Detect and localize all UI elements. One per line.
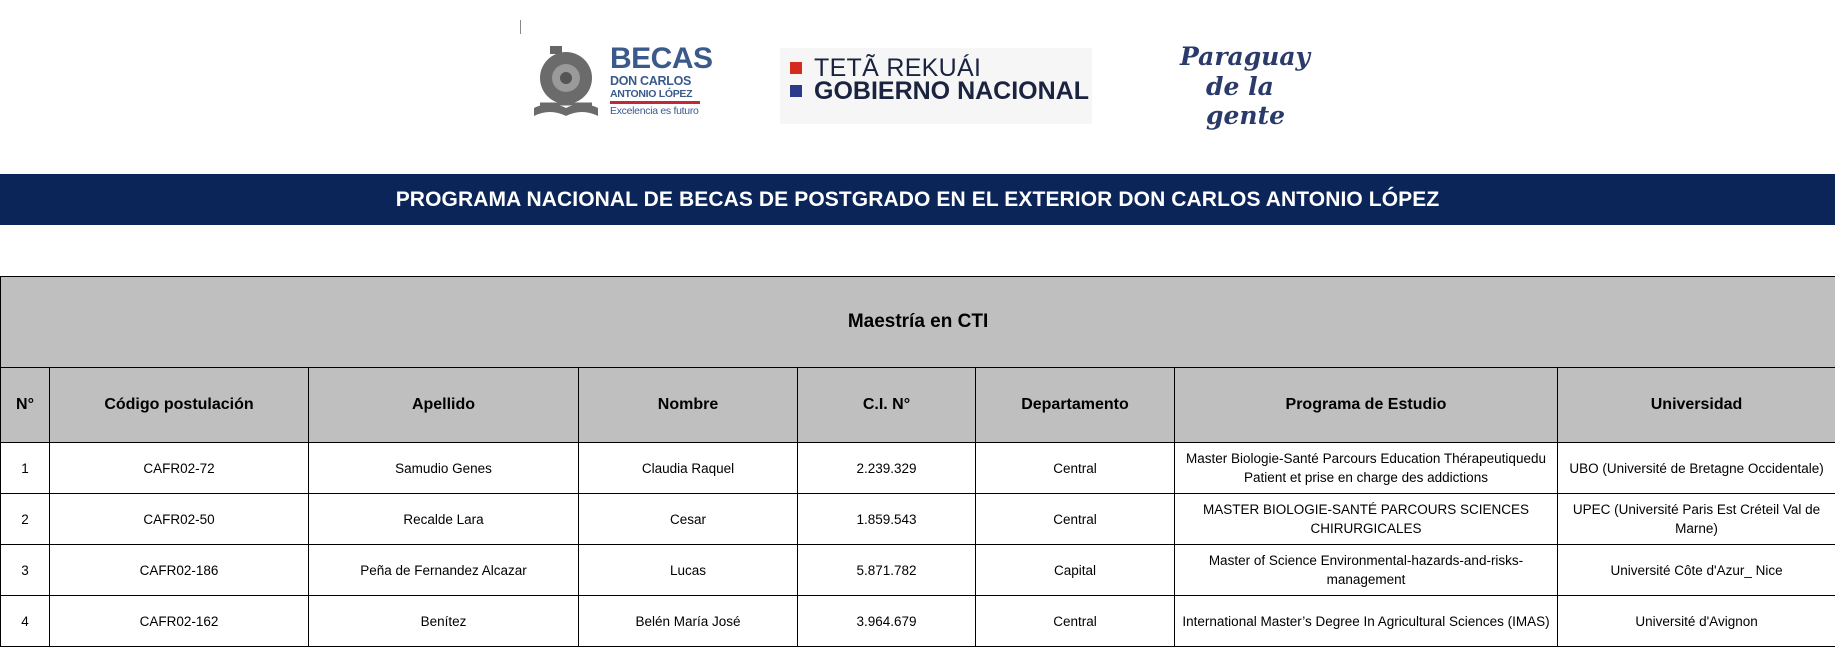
- table-cell: Central: [976, 443, 1175, 494]
- table-cell: Benítez: [309, 596, 579, 647]
- table-cell: CAFR02-72: [50, 443, 309, 494]
- table-cell: 2: [1, 494, 50, 545]
- becas-underline: [610, 101, 700, 104]
- table-cell: MASTER BIOLOGIE-SANTÉ PARCOURS SCIENCES CHIRURGICALES: [1175, 494, 1558, 545]
- logo-header: [0, 0, 1835, 174]
- table-cell: 4: [1, 596, 50, 647]
- column-header: Departamento: [976, 368, 1175, 443]
- table-cell: Université Côte d'Azur_ Nice: [1558, 545, 1835, 596]
- table-cell: Samudio Genes: [309, 443, 579, 494]
- table-row: [1, 494, 1835, 545]
- becas-tagline: Excelencia es futuro: [610, 105, 699, 117]
- table-cell: Peña de Fernandez Alcazar: [309, 545, 579, 596]
- table-cell: Central: [976, 494, 1175, 545]
- column-header: Programa de Estudio: [1175, 368, 1558, 443]
- red-square-icon: [790, 62, 802, 74]
- paraguay-line-2: de la gente: [1206, 72, 1318, 130]
- divider: [520, 20, 521, 34]
- gobierno-logo: [780, 48, 1092, 124]
- becas-logo: [530, 42, 710, 122]
- table-cell: Claudia Raquel: [579, 443, 798, 494]
- table-cell: Master Biologie-Santé Parcours Education Thérapeutiquedu Patient et prise en charge des addictions: [1175, 443, 1558, 494]
- table-cell: Capital: [976, 545, 1175, 596]
- table-cell: 5.871.782: [798, 545, 976, 596]
- table-cell: 3: [1, 545, 50, 596]
- table-cell: UPEC (Université Paris Est Créteil Val de Marne): [1558, 494, 1835, 545]
- column-header: N°: [1, 368, 50, 443]
- table-cell: Lucas: [579, 545, 798, 596]
- becas-subtitle-1: DON CARLOS: [610, 75, 691, 88]
- table-cell: 1.859.543: [798, 494, 976, 545]
- section-title: Maestría en CTI: [1, 277, 1835, 368]
- table-cell: Université d'Avignon: [1558, 596, 1835, 647]
- gobierno-line-1: TETÃ REKUÁI: [814, 55, 981, 81]
- table-cell: UBO (Université de Bretagne Occidentale): [1558, 443, 1835, 494]
- table-cell: Recalde Lara: [309, 494, 579, 545]
- table-cell: Master of Science Environmental-hazards-and-risks-management: [1175, 545, 1558, 596]
- table-cell: Central: [976, 596, 1175, 647]
- table-cell: CAFR02-186: [50, 545, 309, 596]
- scholarship-table: [0, 276, 1835, 647]
- becas-subtitle-2: ANTONIO LÓPEZ: [610, 88, 692, 100]
- table-row: [1, 443, 1835, 494]
- table-cell: CAFR02-50: [50, 494, 309, 545]
- paraguay-line-1: Paraguay: [1180, 42, 1310, 71]
- column-header: Nombre: [579, 368, 798, 443]
- becas-title: BECAS: [610, 44, 713, 74]
- column-header: C.I. N°: [798, 368, 976, 443]
- gobierno-line-2: GOBIERNO NACIONAL: [814, 78, 1089, 104]
- table-row: [1, 545, 1835, 596]
- table-cell: 3.964.679: [798, 596, 976, 647]
- blue-square-icon: [790, 85, 802, 97]
- program-banner: PROGRAMA NACIONAL DE BECAS DE POSTGRADO EN EL EXTERIOR DON CARLOS ANTONIO LÓPEZ: [0, 174, 1835, 225]
- paraguay-de-la-gente-logo: [1178, 42, 1318, 122]
- column-header: Apellido: [309, 368, 579, 443]
- table-cell: CAFR02-162: [50, 596, 309, 647]
- table-cell: Cesar: [579, 494, 798, 545]
- table-cell: Belén María José: [579, 596, 798, 647]
- table-cell: 2.239.329: [798, 443, 976, 494]
- table-cell: 1: [1, 443, 50, 494]
- locomotive-book-icon: [530, 42, 604, 122]
- table-cell: International Master’s Degree In Agricultural Sciences (IMAS): [1175, 596, 1558, 647]
- table-row: [1, 596, 1835, 647]
- column-header: Código postulación: [50, 368, 309, 443]
- column-header: Universidad: [1558, 368, 1835, 443]
